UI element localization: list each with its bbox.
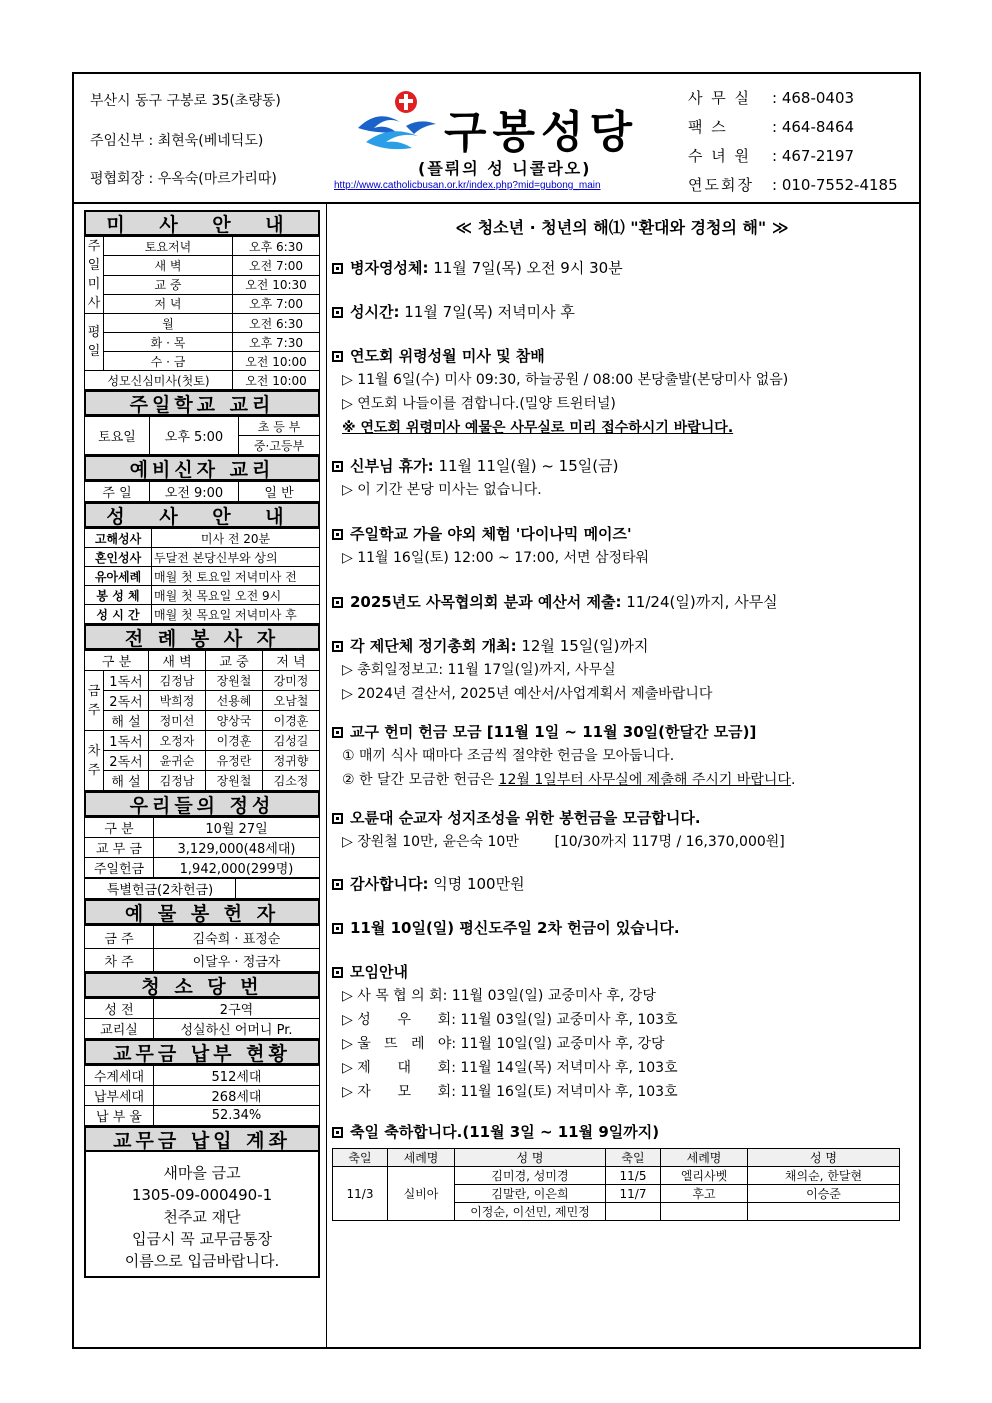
left-column xyxy=(84,210,320,1278)
sacrament-desc: 매월 첫 토요일 저녁미사 전 xyxy=(152,567,320,586)
server-role: 해 설 xyxy=(104,711,149,731)
donor-names: 김숙희 · 표정순 xyxy=(154,926,320,949)
notice-line: ▷ 사 목 협 의 회: 11월 03일(일) 교중미사 후, 강당 xyxy=(342,988,656,1004)
website-link[interactable]: http://www.catholicbusan.or.kr/index.php?mid=gubong_main xyxy=(334,180,601,191)
square-bullet-icon xyxy=(332,597,343,608)
catechumen-table xyxy=(84,481,320,502)
sunday-mass-label: 주 일 미 사 xyxy=(85,237,104,314)
mass-time: 오후 7:00 xyxy=(233,294,320,313)
feast-header: 성 명 xyxy=(455,1149,606,1167)
notice-line: ▷ 11월 16일(토) 12:00 ~ 17:00, 서면 삼정타워 xyxy=(342,550,650,566)
contact-convent: 수 녀 원 : 467-2197 xyxy=(688,147,855,165)
offering-value: 1,942,000(299명) xyxy=(154,858,320,878)
notice-line: ② 한 달간 모금한 헌금은 12월 1일부터 사무실에 제출해 주시기 바랍니다. xyxy=(342,772,796,788)
sacrament-desc: 두달전 본당신부와 상의 xyxy=(152,548,320,567)
notice-item: 교구 헌미 헌금 모금 [11월 1일 ~ 11월 30일(한달간 모금)] ① 매끼 식사 때마다 조금씩 절약한 헌금을 모아둡니다. ② 한 달간 모금한 헌금은 12월 1일부터 사무실에 제출해 주시기 바랍니다. xyxy=(332,720,912,792)
dues-table xyxy=(84,1065,320,1126)
server-name: 선용혜 xyxy=(206,691,263,711)
sacraments-table xyxy=(84,528,320,624)
server-name: 김정남 xyxy=(149,771,206,791)
mass-time: 오전 7:00 xyxy=(233,256,320,275)
server-name: 오정자 xyxy=(149,731,206,751)
dues-value: 268세대 xyxy=(154,1086,320,1106)
mass-time: 오전 10:30 xyxy=(233,275,320,294)
wave-cross-logo-icon xyxy=(356,88,440,158)
dues-label: 납 부 율 xyxy=(85,1106,154,1126)
school-group: 초 등 부 xyxy=(239,417,320,436)
special-offering-table xyxy=(84,878,320,899)
square-bullet-icon xyxy=(332,923,343,934)
square-bullet-icon xyxy=(332,529,343,540)
sacrament-name: 혼인성사 xyxy=(85,548,152,567)
feast-saint xyxy=(661,1203,748,1221)
mass-name: 토요저녁 xyxy=(104,237,233,256)
server-name: 이경훈 xyxy=(206,731,263,751)
dues-label: 납부세대 xyxy=(85,1086,154,1106)
cleaning-group: 성실하신 어머니 Pr. xyxy=(154,1019,320,1039)
mass-name: 교 중 xyxy=(104,275,233,294)
feast-names: 김말란, 이은희 xyxy=(455,1185,606,1203)
account-info xyxy=(84,1152,320,1278)
feast-date: 11/7 xyxy=(606,1185,661,1203)
notice-line: ▷ 장원철 10만, 윤은숙 10만 [10/30까지 117명 / 16,370,000원] xyxy=(342,834,785,850)
feast-names xyxy=(748,1203,900,1221)
server-role: 2독서 xyxy=(104,751,149,771)
church-logo xyxy=(334,88,676,198)
church-name: 구봉성당 xyxy=(444,107,639,158)
square-bullet-icon xyxy=(332,351,343,362)
council-president: 평협회장 : 우옥숙(마르가리따) xyxy=(90,171,277,187)
servers-table xyxy=(84,650,320,791)
cleaning-place: 교리실 xyxy=(85,1019,154,1039)
feast-names: 이정순, 이선민, 제민정 xyxy=(455,1203,606,1221)
school-group: 중·고등부 xyxy=(239,436,320,455)
mass-name: 저 녁 xyxy=(104,294,233,313)
notice-item: 2025년도 사목협의회 분과 예산서 제출: 11/24(일)까지, 사무실 xyxy=(332,590,912,614)
notice-item: 주일학교 가을 야외 체험 '다이나믹 메이즈' ▷ 11월 16일(토) 12:00 ~ 17:00, 서면 삼정타워 xyxy=(332,522,912,570)
contact-fax: 팩 스 : 464-8464 xyxy=(688,118,855,136)
server-name: 양상국 xyxy=(206,711,263,731)
offering-value: 10월 27일 xyxy=(154,818,320,838)
notice-line: ▷ 제 대 회: 11월 14일(목) 저녁미사 후, 103호 xyxy=(342,1060,678,1076)
catechumen-group: 일 반 xyxy=(239,482,320,502)
square-bullet-icon xyxy=(332,461,343,472)
notice-item: 연도회 위령성월 미사 및 참배 ▷ 11월 6일(수) 미사 09:30, 하늘공원 / 08:00 본당출발(본당미사 없음) ▷ 연도회 나들이를 겸합니다.(밀양 트윈터널) ※ 연도회 위령미사 예물은 사무실로 미리 접수하시기 바랍니다. xyxy=(332,344,912,440)
account-holder: 천주교 재단 xyxy=(163,1208,241,1226)
square-bullet-icon xyxy=(332,307,343,318)
account-title: 교무금 납입 계좌 xyxy=(84,1126,320,1152)
catechumen-day: 주 일 xyxy=(85,482,150,502)
server-name: 강미정 xyxy=(263,671,320,691)
notice-line: ▷ 울 뜨 레 야: 11월 10일(일) 교중미사 후, 강당 xyxy=(342,1036,665,1052)
weekday-mass-label: 평 일 xyxy=(85,314,104,371)
sacrament-name: 유아세례 xyxy=(85,567,152,586)
server-name: 윤귀순 xyxy=(149,751,206,771)
account-number: 1305-09-000490-1 xyxy=(131,1186,273,1204)
special-mass-time: 오전 10:00 xyxy=(233,371,320,390)
mass-time: 오전 10:00 xyxy=(233,352,320,371)
server-name: 장원철 xyxy=(206,671,263,691)
server-role: 1독서 xyxy=(104,731,149,751)
server-name: 박희정 xyxy=(149,691,206,711)
feast-names: 채의순, 한달현 xyxy=(748,1167,900,1185)
feast-names: 김미경, 성미경 xyxy=(455,1167,606,1185)
mass-time: 오후 7:30 xyxy=(233,333,320,352)
notice-line: ▷ 11월 6일(수) 미사 09:30, 하늘공원 / 08:00 본당출발(본당미사 없음) xyxy=(342,372,789,388)
server-role: 2독서 xyxy=(104,691,149,711)
sacrament-desc: 미사 전 20분 xyxy=(152,529,320,548)
square-bullet-icon xyxy=(332,1127,343,1138)
donor-week: 금 주 xyxy=(85,926,154,949)
special-offering-value xyxy=(236,879,320,899)
mass-name: 월 xyxy=(104,314,233,333)
notice-line: ▷ 자 모 회: 11월 16일(토) 저녁미사 후, 103호 xyxy=(342,1084,678,1100)
cleaning-table xyxy=(84,998,320,1039)
offering-table xyxy=(84,817,320,878)
header xyxy=(74,74,919,204)
server-name: 김소정 xyxy=(263,771,320,791)
notice-item: 오륜대 순교자 성지조성을 위한 봉헌금을 모금합니다. ▷ 장원철 10만, 윤은숙 10만 [10/30까지 117명 / 16,370,000원] xyxy=(332,806,912,854)
mass-time: 오전 6:30 xyxy=(233,314,320,333)
notice-line: ▷ 2024년 결산서, 2025년 예산서/사업계획서 제출바랍니다 xyxy=(342,686,713,702)
feast-header: 세례명 xyxy=(661,1149,748,1167)
offering-label: 주일헌금 xyxy=(85,858,154,878)
school-time: 오후 5:00 xyxy=(150,417,239,455)
mass-title: 미 사 안 내 xyxy=(84,210,320,236)
notice-item: 모임안내 ▷ 사 목 협 의 회: 11월 03일(일) 교중미사 후, 강당 ▷ 성 우 회: 11월 03일(일) 교중미사 후, 103호 ▷ 울 뜨 레 야: 11월 10일(일) 교중미사 후, 강당 ▷ 제 대 회: 11월 14일(목) 저녁미사 후, 103호 ▷ 자 모 회: 11월 16일(토) 저녁미사 후, 103호 xyxy=(332,960,912,1104)
servers-header: 저 녁 xyxy=(263,651,320,671)
feast-date: 11/5 xyxy=(606,1167,661,1185)
notice-line: ▷ 이 기간 본당 미사는 없습니다. xyxy=(342,482,542,498)
notice-item: 감사합니다: 익명 100만원 xyxy=(332,872,912,896)
notice-item: 병자영성체: 11월 7일(목) 오전 9시 30분 xyxy=(332,256,912,280)
feast-header: 축일 xyxy=(606,1149,661,1167)
donors-title: 예 물 봉 헌 자 xyxy=(84,899,320,925)
server-role: 해 설 xyxy=(104,771,149,791)
mass-name: 화 · 목 xyxy=(104,333,233,352)
server-role: 1독서 xyxy=(104,671,149,691)
notice-item: 11월 10일(일) 평신도주일 2차 헌금이 있습니다. xyxy=(332,916,912,940)
donor-names: 이달우 · 정금자 xyxy=(154,949,320,972)
sacraments-title: 성 사 안 내 xyxy=(84,502,320,528)
this-week-label: 금 주 xyxy=(85,671,104,731)
square-bullet-icon xyxy=(332,967,343,978)
next-week-label: 차 주 xyxy=(85,731,104,791)
feast-names: 이승준 xyxy=(748,1185,900,1203)
notice-line: ▷ 성 우 회: 11월 03일(일) 교중미사 후, 103호 xyxy=(342,1012,678,1028)
notice-item: 각 제단체 정기총회 개최: 12월 15일(일)까지 ▷ 총회일정보고: 11월 17일(일)까지, 사무실 ▷ 2024년 결산서, 2025년 예산서/사업계획서 제출바랍니다 xyxy=(332,634,912,706)
account-note: 입금시 꼭 교무금통장 xyxy=(132,1230,272,1248)
dues-value: 52.34% xyxy=(154,1106,320,1126)
dues-title: 교무금 납부 현황 xyxy=(84,1039,320,1065)
offering-label: 교 무 금 xyxy=(85,838,154,858)
contact-list xyxy=(688,84,898,200)
server-name: 유정란 xyxy=(206,751,263,771)
feast-saint: 엘리사벳 xyxy=(661,1167,748,1185)
square-bullet-icon xyxy=(332,727,343,738)
notice-line: ▷ 총회일정보고: 11월 17일(일)까지, 사무실 xyxy=(342,662,616,678)
server-name: 김성길 xyxy=(263,731,320,751)
school-day: 토요일 xyxy=(85,417,150,455)
donors-table xyxy=(84,925,320,972)
special-mass-name: 성모신심미사(첫토) xyxy=(85,371,233,390)
sacrament-name: 성 시 간 xyxy=(85,605,152,624)
pastor-name: 주임신부 : 최현욱(베네딕도) xyxy=(90,133,264,149)
sacrament-name: 고해성사 xyxy=(85,529,152,548)
square-bullet-icon xyxy=(332,263,343,274)
sacrament-desc: 매월 첫 목요일 저녁미사 후 xyxy=(152,605,320,624)
square-bullet-icon xyxy=(332,879,343,890)
feast-day-table xyxy=(332,1148,900,1221)
dues-value: 512세대 xyxy=(154,1066,320,1086)
mass-name: 새 벽 xyxy=(104,256,233,275)
servers-title: 전 례 봉 사 자 xyxy=(84,624,320,650)
catechumen-time: 오전 9:00 xyxy=(150,482,239,502)
server-name: 김정남 xyxy=(149,671,206,691)
contact-yeondo: 연도회장 : 010-7552-4185 xyxy=(688,176,898,194)
dues-label: 수계세대 xyxy=(85,1066,154,1086)
special-offering-label: 특별헌금(2차헌금) xyxy=(85,879,236,899)
feast-saint: 실비아 xyxy=(388,1167,455,1221)
sunday-school-title: 주일학교 교리 xyxy=(84,390,320,416)
sacrament-desc: 매월 첫 목요일 오전 9시 xyxy=(152,586,320,605)
sacrament-name: 봉 성 체 xyxy=(85,586,152,605)
notice-note: ※ 연도회 위령미사 예물은 사무실로 미리 접수하시기 바랍니다. xyxy=(342,420,734,436)
notice-item: 성시간: 11월 7일(목) 저녁미사 후 xyxy=(332,300,912,324)
mass-table xyxy=(84,236,320,390)
sunday-school-table xyxy=(84,416,320,455)
cleaning-place: 성 전 xyxy=(85,999,154,1019)
feast-date xyxy=(606,1203,661,1221)
bulletin-page xyxy=(72,72,921,1349)
server-name: 정미선 xyxy=(149,711,206,731)
offering-title: 우리들의 정성 xyxy=(84,791,320,817)
mass-time: 오후 6:30 xyxy=(233,237,320,256)
patron-saint: (플뤼의 성 니콜라오) xyxy=(418,159,592,178)
servers-header: 새 벽 xyxy=(149,651,206,671)
server-name: 장원철 xyxy=(206,771,263,791)
servers-header: 구 분 xyxy=(85,651,149,671)
offering-value: 3,129,000(48세대) xyxy=(154,838,320,858)
servers-header: 교 중 xyxy=(206,651,263,671)
contact-office: 사 무 실 : 468-0403 xyxy=(688,89,855,107)
cleaning-title: 청 소 당 번 xyxy=(84,972,320,998)
mass-name: 수 · 금 xyxy=(104,352,233,371)
square-bullet-icon xyxy=(332,813,343,824)
server-name: 오남철 xyxy=(263,691,320,711)
notice-line: ① 매끼 식사 때마다 조금씩 절약한 헌금을 모아둡니다. xyxy=(342,748,675,764)
donor-week: 차 주 xyxy=(85,949,154,972)
square-bullet-icon xyxy=(332,641,343,652)
account-note: 이름으로 입금바랍니다. xyxy=(124,1252,280,1270)
church-address: 부산시 동구 구봉로 35(초량동) xyxy=(90,93,281,109)
feast-header: 성 명 xyxy=(748,1149,900,1167)
bank-name: 새마을 금고 xyxy=(163,1164,241,1182)
feast-date: 11/3 xyxy=(333,1167,388,1221)
notice-item: 축일 축하합니다.(11월 3일 ~ 11월 9일까지) xyxy=(332,1120,912,1144)
year-theme: ≪ 청소년 · 청년의 해⑴ "환대와 경청의 해" ≫ xyxy=(455,218,789,237)
notice-item: 신부님 휴가: 11월 11일(월) ~ 15일(금) ▷ 이 기간 본당 미사는 없습니다. xyxy=(332,454,912,502)
feast-saint: 후고 xyxy=(661,1185,748,1203)
feast-header: 축일 xyxy=(333,1149,388,1167)
server-name: 정귀향 xyxy=(263,751,320,771)
column-divider xyxy=(326,202,327,1349)
right-column xyxy=(332,214,912,1221)
feast-header: 세례명 xyxy=(388,1149,455,1167)
catechumen-title: 예비신자 교리 xyxy=(84,455,320,481)
offering-label: 구 분 xyxy=(85,818,154,838)
cleaning-group: 2구역 xyxy=(154,999,320,1019)
server-name: 이경훈 xyxy=(263,711,320,731)
notice-line: ▷ 연도회 나들이를 겸합니다.(밀양 트윈터널) xyxy=(342,396,616,412)
